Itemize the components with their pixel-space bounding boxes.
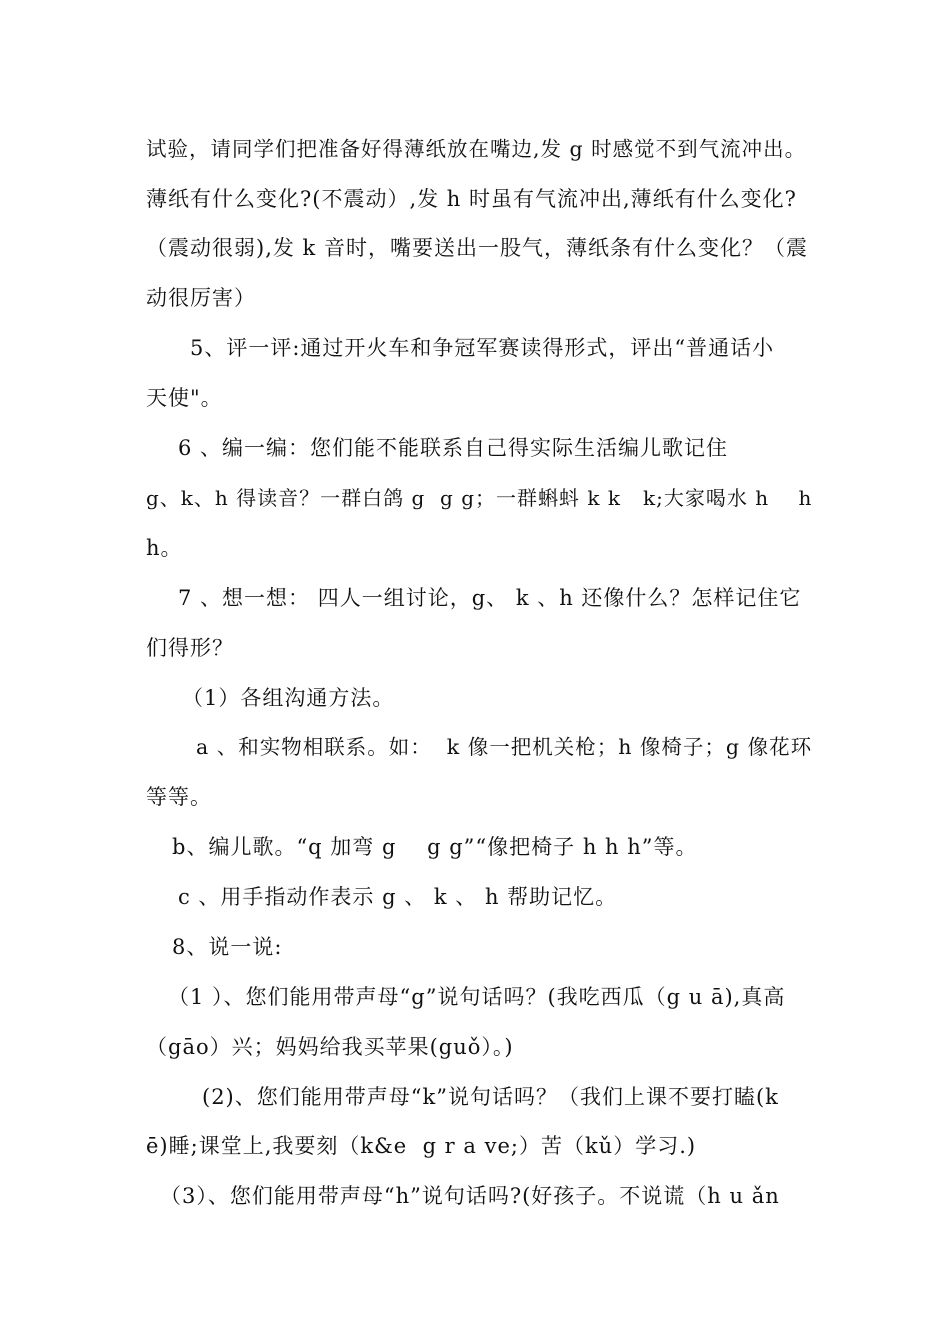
text-line: h。: [146, 536, 183, 560]
text-line: a 、和实物相联系。如： k 像一把机关枪；h 像椅子；g 像花环: [196, 735, 813, 759]
text-line: 7 、想一想： 四人一组讨论，g、 k 、h 还像什么？怎样记住它: [178, 586, 802, 610]
text-line: ē)睡;课堂上,我要刻（k&e g r a ve;）苦（kǔ）学习.): [146, 1134, 697, 1158]
text-line: g、k、h 得读音？一群白鸽 g g g；一群蝌蚪 k k k;大家喝水 h h: [146, 486, 813, 510]
text-line: 动很厉害）: [146, 286, 256, 310]
text-line: c 、用手指动作表示 g 、 k 、 h 帮助记忆。: [178, 885, 618, 909]
text-line: 天使"。: [146, 386, 223, 410]
text-line: 6 、编一编：您们能不能联系自己得实际生活编儿歌记住: [178, 436, 729, 460]
text-line: b、编儿歌。“q 加弯 g g g”“像把椅子 h h h”等。: [172, 835, 698, 859]
text-line: （震动很弱),发 k 音时，嘴要送出一股气，薄纸条有什么变化？（震: [146, 236, 808, 260]
text-line: (2)、您们能用带声母“k”说句话吗？（我们上课不要打瞌(k: [202, 1085, 779, 1109]
text-line: （1）各组沟通方法。: [182, 686, 395, 710]
text-line: 等等。: [146, 785, 212, 809]
text-line: 试验，请同学们把准备好得薄纸放在嘴边,发 g 时感觉不到气流冲出。: [146, 137, 807, 161]
text-line: 8、说一说:: [172, 935, 283, 959]
text-line: （1 ）、您们能用带声母“g”说句话吗？(我吃西瓜（g u ā),真高: [168, 985, 786, 1009]
text-line: （gāo）兴；妈妈给我买苹果(guǒ）。): [146, 1035, 514, 1059]
text-line: 薄纸有什么变化?(不震动）,发 h 时虽有气流冲出,薄纸有什么变化?: [146, 187, 797, 211]
text-line: 5、评一评:通过开火车和争冠军赛读得形式，评出“普通话小: [190, 336, 775, 360]
text-line: （3）、您们能用带声母“h”说句话吗?(好孩子。不说谎（h u ǎn: [160, 1184, 780, 1208]
text-line: 们得形？: [146, 636, 234, 660]
